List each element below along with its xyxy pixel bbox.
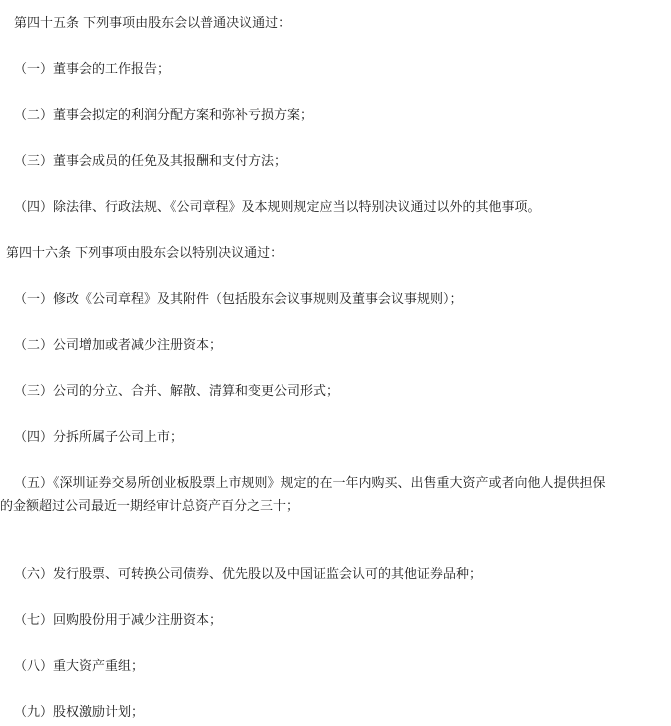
article-45-heading: 第四十五条 下列事项由股东会以普通决议通过： <box>14 16 292 31</box>
article-46-item-5-line-1: （五）《深圳证券交易所创业板股票上市规则》规定的在一年内购买、出售重大资产或者向他人提供担保 <box>14 476 606 491</box>
article-46-item-6: （六）发行股票、可转换公司债券、优先股以及中国证监会认可的其他证券品种； <box>14 567 483 582</box>
article-46-item-2: （二）公司增加或者减少注册资本； <box>14 338 223 353</box>
article-46-heading: 第四十六条 下列事项由股东会以特别决议通过： <box>6 246 284 261</box>
article-46-item-3: （三）公司的分立、合并、解散、清算和变更公司形式； <box>14 384 340 399</box>
article-45-item-3: （三）董事会成员的任免及其报酬和支付方法； <box>14 154 288 169</box>
article-45-item-4: （四）除法律、行政法规、《公司章程》及本规则规定应当以特别决议通过以外的其他事项。 <box>14 200 541 215</box>
article-45-item-1: （一）董事会的工作报告； <box>14 62 171 77</box>
article-46-item-5-line-2: 的金额超过公司最近一期经审计总资产百分之三十； <box>0 499 300 514</box>
article-45-item-2: （二）董事会拟定的利润分配方案和弥补亏损方案； <box>14 108 314 123</box>
article-46-item-7: （七）回购股份用于减少注册资本； <box>14 613 223 628</box>
article-46-item-1: （一）修改《公司章程》及其附件（包括股东会议事规则及董事会议事规则）； <box>14 292 463 307</box>
article-46-item-8: （八）重大资产重组； <box>14 659 145 674</box>
article-46-item-9: （九）股权激励计划； <box>14 705 145 720</box>
article-46-item-4: （四）分拆所属子公司上市； <box>14 430 184 445</box>
